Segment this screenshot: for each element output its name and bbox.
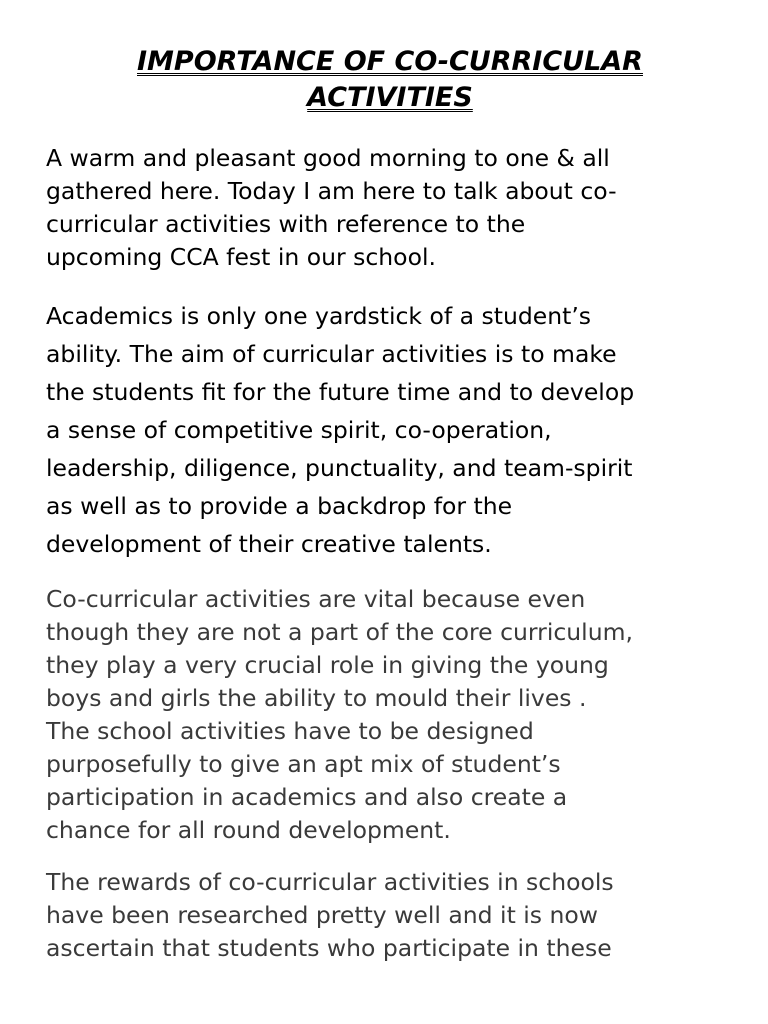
text-line: upcoming CCA fest in our school.: [46, 243, 436, 271]
text-line: curricular activities with reference to the: [46, 210, 526, 238]
text-line: A warm and pleasant good morning to one & all: [46, 144, 610, 172]
paragraph-rewards: [46, 866, 746, 965]
page-title: [60, 44, 720, 116]
text-line: they play a very crucial role in giving the young: [46, 651, 609, 679]
text-line: though they are not a part of the core curriculum,: [46, 618, 633, 646]
text-line: The rewards of co-curricular activities in schools: [46, 868, 614, 896]
paragraph-greeting: [46, 142, 746, 274]
text-line: boys and girls the ability to mould their lives .: [46, 684, 587, 712]
text-line: a sense of competitive spirit, co-operation,: [46, 416, 552, 444]
text-line: Academics is only one yardstick of a student’s: [46, 302, 592, 330]
text-line: The school activities have to be designed: [46, 717, 534, 745]
text-line: purposefully to give an apt mix of student’s: [46, 750, 561, 778]
paragraph-importance: [46, 583, 746, 847]
title-line-1: IMPORTANCE OF CO-CURRICULAR: [137, 46, 643, 77]
text-line: as well as to provide a backdrop for the: [46, 492, 513, 520]
text-line: ascertain that students who participate in these: [46, 934, 612, 962]
text-line: gathered here. Today I am here to talk about co-: [46, 177, 617, 205]
text-line: development of their creative talents.: [46, 530, 492, 558]
paragraph-academics: [46, 297, 746, 563]
text-line: the students fit for the future time and to develop: [46, 378, 635, 406]
text-line: chance for all round development.: [46, 816, 451, 844]
text-line: ability. The aim of curricular activities is to make: [46, 340, 617, 368]
text-line: leadership, diligence, punctuality, and team-spirit: [46, 454, 633, 482]
text-line: participation in academics and also create a: [46, 783, 568, 811]
text-line: have been researched pretty well and it is now: [46, 901, 598, 929]
text-line: Co-curricular activities are vital because even: [46, 585, 586, 613]
title-line-2: ACTIVITIES: [307, 82, 473, 113]
